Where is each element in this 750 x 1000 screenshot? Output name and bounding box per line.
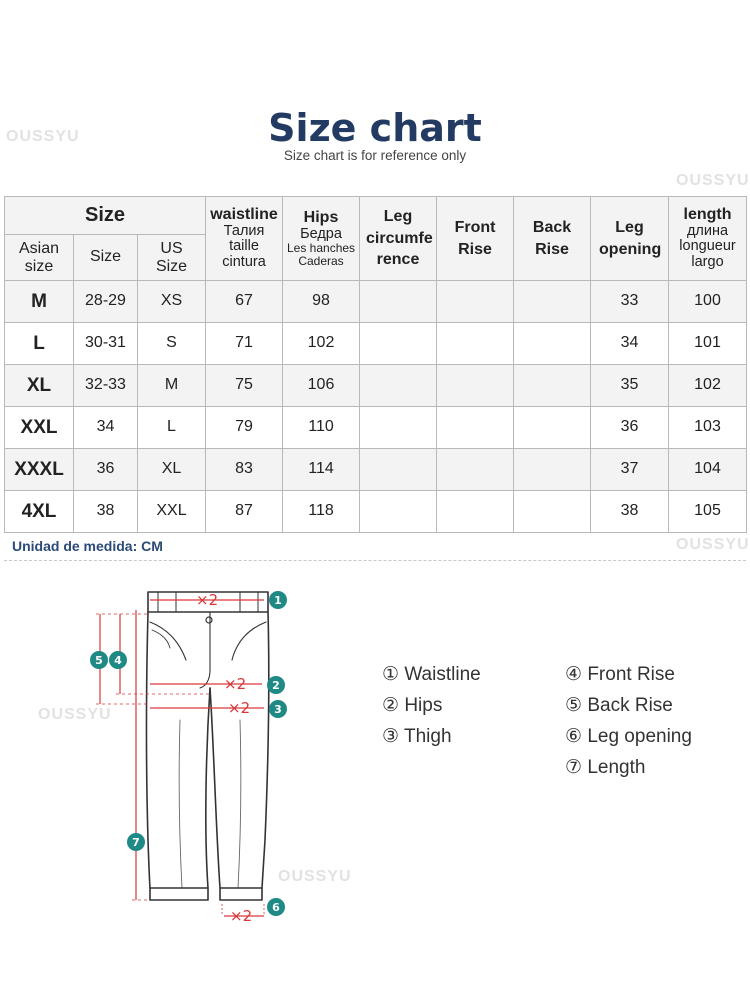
watermark: OUSSYU <box>676 172 750 189</box>
us-size-cell: M <box>138 365 206 407</box>
legend-item-length: ⑦ Length <box>565 757 646 778</box>
size-header: Size <box>74 235 138 281</box>
length-cell: 101 <box>669 323 747 365</box>
asian-size-header: Asian size <box>5 235 74 281</box>
us-size-cell: S <box>138 323 206 365</box>
watermark: OUSSYU <box>676 536 750 553</box>
length-cell: 105 <box>669 491 747 533</box>
us-size-header: US Size <box>138 235 206 281</box>
legend-item-hips: ② Hips <box>382 695 443 716</box>
size-cell: 28-29 <box>74 281 138 323</box>
us-size-cell: XS <box>138 281 206 323</box>
size-group-header: Size <box>5 197 206 235</box>
leg-opening-cell: 33 <box>591 281 669 323</box>
svg-text:3: 3 <box>274 703 282 716</box>
leg-opening-header: Leg opening <box>591 197 669 281</box>
watermark: OUSSYU <box>278 868 352 885</box>
hips-cell: 114 <box>283 449 360 491</box>
leg-opening-cell: 38 <box>591 491 669 533</box>
watermark: OUSSYU <box>6 128 80 145</box>
page-subtitle: Size chart is for reference only <box>283 148 467 163</box>
length-cell: 102 <box>669 365 747 407</box>
asian-size-cell: M <box>5 281 74 323</box>
waistline-cell: 79 <box>206 407 283 449</box>
asian-size-cell: XXXL <box>5 449 74 491</box>
asian-size-cell: XL <box>5 365 74 407</box>
waistline-cell: 83 <box>206 449 283 491</box>
legend-item-front-rise: ④ Front Rise <box>565 664 675 685</box>
back-rise-header: Back Rise <box>514 197 591 281</box>
length-header: length длина longueur largo <box>669 197 747 281</box>
hips-cell: 110 <box>283 407 360 449</box>
waistline-cell: 67 <box>206 281 283 323</box>
dimension-label: ×2 <box>196 591 219 609</box>
asian-size-cell: XXL <box>5 407 74 449</box>
hips-cell: 118 <box>283 491 360 533</box>
asian-size-cell: 4XL <box>5 491 74 533</box>
leg-opening-cell: 35 <box>591 365 669 407</box>
leg-opening-cell: 34 <box>591 323 669 365</box>
waistline-cell: 75 <box>206 365 283 407</box>
unit-note: Unidad de medida: CM <box>12 538 163 554</box>
size-cell: 32-33 <box>74 365 138 407</box>
leg-opening-cell: 36 <box>591 407 669 449</box>
legend-item-waistline: ① Waistline <box>382 664 481 685</box>
size-cell: 38 <box>74 491 138 533</box>
svg-text:6: 6 <box>272 901 280 914</box>
us-size-cell: XXL <box>138 491 206 533</box>
size-cell: 36 <box>74 449 138 491</box>
size-cell: 34 <box>74 407 138 449</box>
svg-text:2: 2 <box>272 679 280 692</box>
page-title: Size chart <box>268 106 482 150</box>
waistline-cell: 87 <box>206 491 283 533</box>
legend-item-thigh: ③ Thigh <box>382 726 452 747</box>
asian-size-cell: L <box>5 323 74 365</box>
hips-cell: 98 <box>283 281 360 323</box>
us-size-cell: XL <box>138 449 206 491</box>
leg-circumference-header: Leg circumfe rence <box>360 197 437 281</box>
front-rise-header: Front Rise <box>437 197 514 281</box>
svg-text:7: 7 <box>132 836 140 849</box>
svg-text:1: 1 <box>274 594 282 607</box>
length-cell: 100 <box>669 281 747 323</box>
dimension-label: ×2 <box>228 699 251 717</box>
hips-cell: 102 <box>283 323 360 365</box>
dimension-label: ×2 <box>230 907 253 925</box>
hips-cell: 106 <box>283 365 360 407</box>
leg-opening-cell: 37 <box>591 449 669 491</box>
hips-header: Hips Бедра Les hanches Caderas <box>283 197 360 281</box>
waistline-header: waistline Талия taille cintura <box>206 197 283 281</box>
size-cell: 30-31 <box>74 323 138 365</box>
waistline-cell: 71 <box>206 323 283 365</box>
svg-text:4: 4 <box>114 654 122 667</box>
legend-item-leg-opening: ⑥ Leg opening <box>565 726 692 747</box>
us-size-cell: L <box>138 407 206 449</box>
legend-item-back-rise: ⑤ Back Rise <box>565 695 673 716</box>
length-cell: 104 <box>669 449 747 491</box>
watermark: OUSSYU <box>38 706 112 723</box>
dimension-label: ×2 <box>224 675 247 693</box>
svg-text:5: 5 <box>95 654 103 667</box>
length-cell: 103 <box>669 407 747 449</box>
